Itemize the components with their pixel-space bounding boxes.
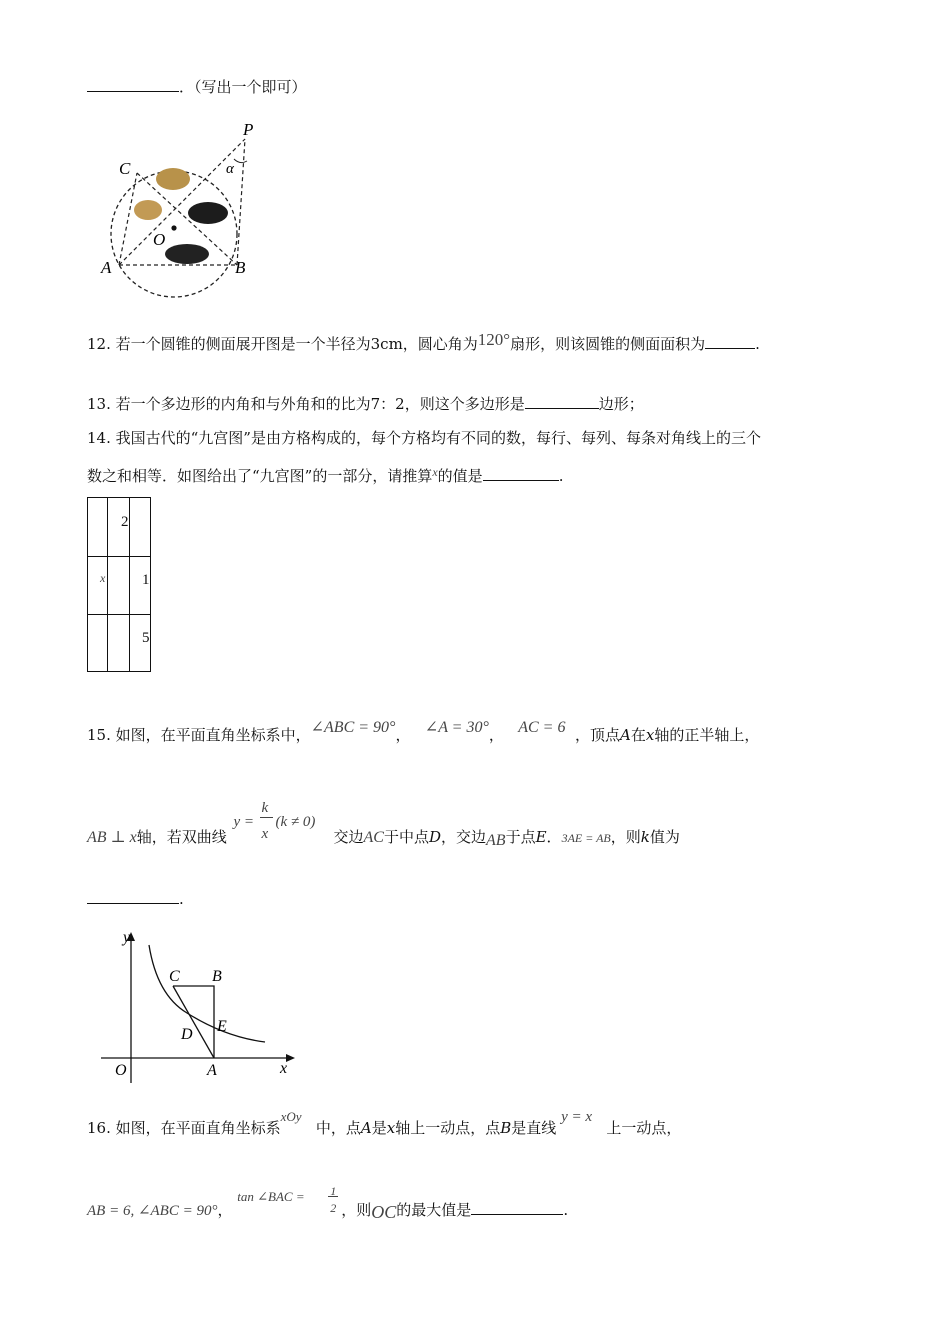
label-c: C [119, 159, 131, 178]
label-a: A [101, 258, 112, 277]
tan-formula: tan ∠BAC = 1 2 [237, 1184, 337, 1215]
segment-ca [173, 986, 214, 1058]
grid-cell-r3c3: 5 [142, 630, 150, 646]
hyperbola-curve [149, 945, 265, 1042]
grid-cell-r1c3: 2 [121, 514, 129, 530]
label-d: D [181, 1026, 193, 1043]
label-b: B [235, 258, 246, 277]
question-13: 13. 若一个多边形的内角和与外角和的比为7：2，则这个多边形是 边形； [87, 395, 644, 413]
answer-blank [705, 334, 755, 349]
center-point [171, 225, 176, 230]
label-e: E [217, 1018, 227, 1035]
question-16-line-2: AB = 6, ∠ABC = 90°， tan ∠BAC = 1 2 ，则OC的最大值是 . [87, 1184, 569, 1222]
question-15-line-1: 15. 如图，在平面直角坐标系中，∠ABC = 90°， ∠A = 30°， AC = 6 ，顶点A在x轴的正半轴上， [87, 719, 760, 744]
x-axis-arrow [286, 1054, 295, 1062]
label-b: B [212, 968, 222, 985]
answer-blank [87, 889, 179, 904]
segment-bp [237, 139, 245, 265]
label-p: P [243, 120, 254, 139]
label-y: y [123, 929, 131, 946]
label-x: x [280, 1060, 288, 1077]
bean-dark-1 [188, 202, 228, 224]
figure-circle-beans [95, 115, 265, 300]
nine-square-grid [87, 497, 151, 672]
label-o: O [115, 1062, 127, 1079]
bean-light-1 [156, 168, 190, 190]
question-15-line-2: AB ⊥ x轴，若双曲线 y = k x (k ≠ 0) 交边AC于中点D，交边AB于点E．3AE = AB，则k值为 [87, 800, 680, 849]
label-alpha: α [226, 161, 234, 177]
answer-blank [483, 466, 559, 481]
question-12: 12. 若一个圆锥的侧面展开图是一个半径为3cm，圆心角为120°扇形，则该圆锥的侧面面积为 . [87, 330, 760, 353]
grid-cell-r2c3: 1 [142, 572, 150, 588]
answer-blank [525, 394, 599, 409]
question-16-line-1: 16. 如图，在平面直角坐标系xOy 中，点A是x轴上一动点，点B是直线 y = x 上一动点， [87, 1109, 682, 1137]
hyperbola-formula: y = k x (k ≠ 0) [233, 800, 316, 842]
bean-dark-2 [165, 244, 209, 264]
grid-cell-r2c1: x [100, 571, 106, 585]
label-c: C [169, 968, 180, 985]
question-14-line-1: 14. 我国古代的“九宫图”是由方格构成的，每个方格均有不同的数，每行、每列、每条对角线上的三个 [87, 429, 761, 447]
answer-line-q11: ．（写出一个即可） [87, 77, 307, 97]
label-a: A [207, 1062, 217, 1079]
answer-blank [87, 77, 179, 92]
bean-light-2 [134, 200, 162, 220]
figure-hyperbola-triangle [95, 925, 305, 1085]
answer-line-q15: . [87, 889, 184, 909]
answer-blank [471, 1200, 563, 1215]
angle-alpha-arc [234, 159, 247, 163]
label-o: O [153, 230, 166, 249]
segment-ac [119, 173, 137, 265]
question-14-line-2: 数之和相等．如图给出了“九宫图”的一部分，请推算$^x$的值是 . [87, 465, 564, 485]
